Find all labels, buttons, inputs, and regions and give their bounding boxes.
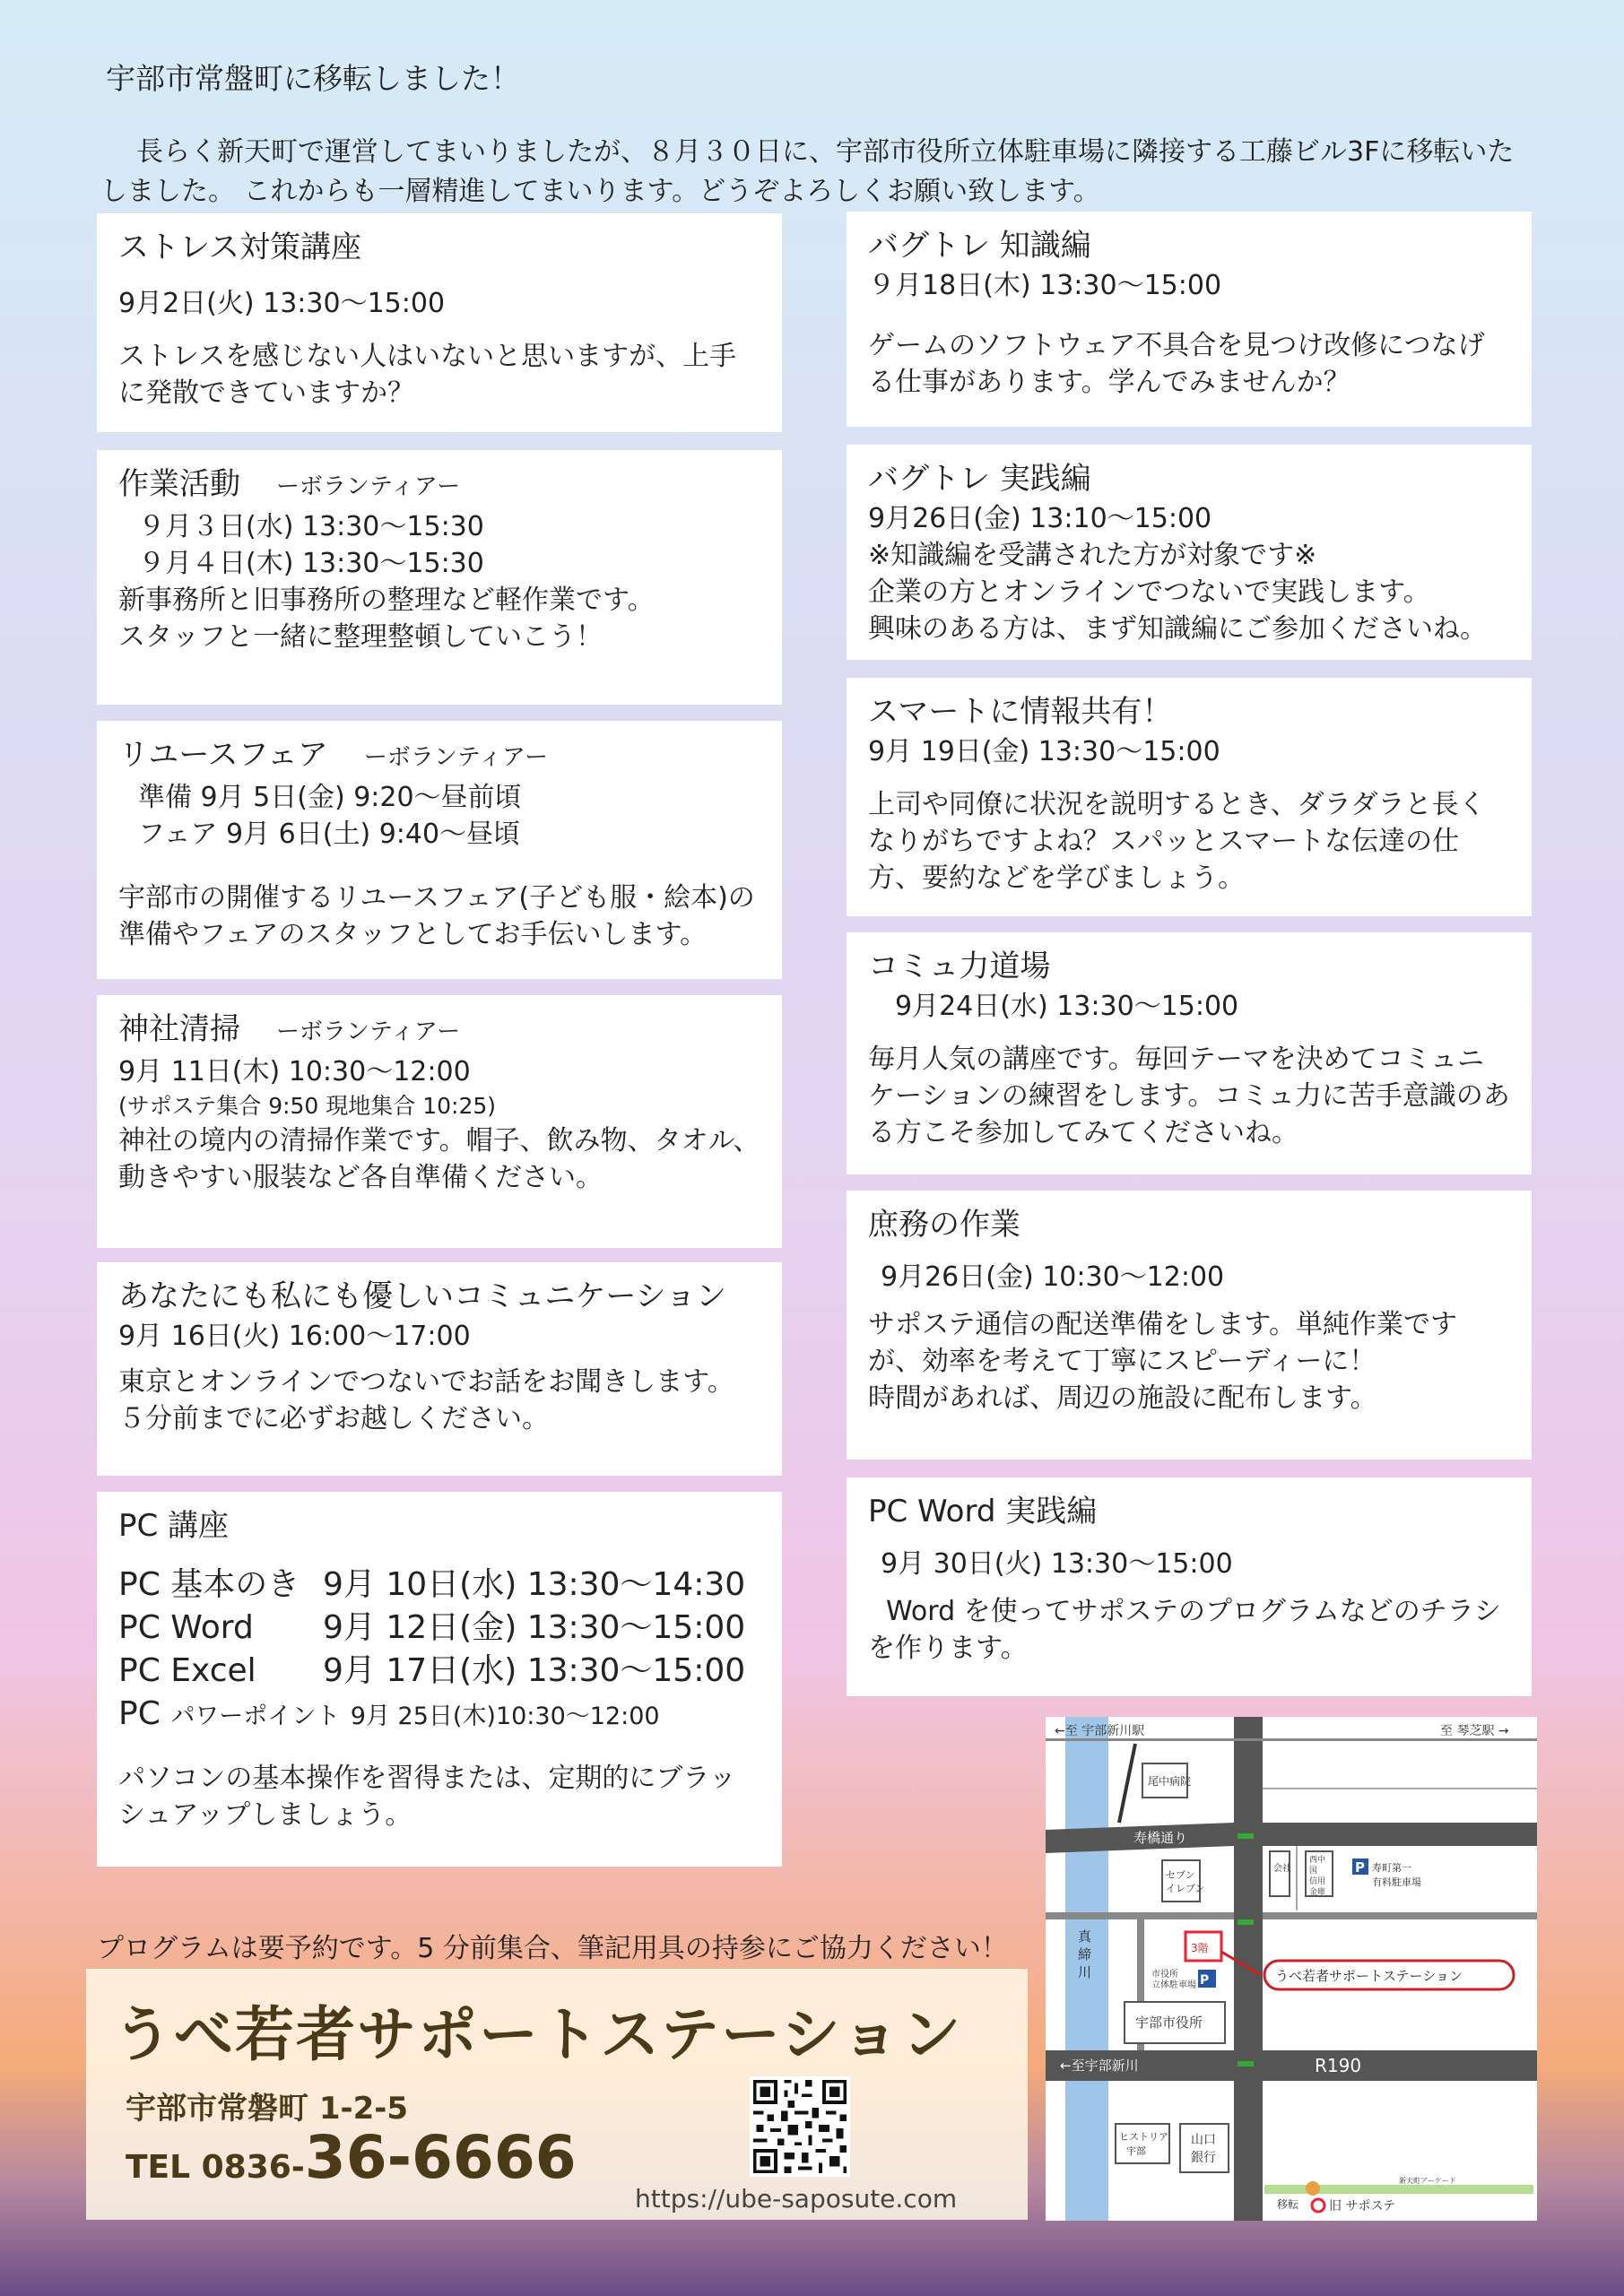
pc-row-name: パワーポイント	[170, 1703, 341, 1730]
map-label-city-parking2: 立体駐車場	[1151, 1980, 1196, 1990]
map-label-top-right: 至 琴芝駅 →	[1440, 1724, 1509, 1738]
event-title: あなたにも私にも優しいコミュニケーション	[118, 1278, 726, 1314]
event-desc: 興味のある方は、まず知識編にご参加くださいね。	[868, 613, 1487, 645]
map-label-kaisha: 会社	[1273, 1864, 1291, 1874]
map-label-parking1: 寿町第一	[1372, 1862, 1411, 1874]
qr-code-icon[interactable]	[750, 2076, 850, 2177]
pc-row-name: PC 基本のき	[118, 1566, 300, 1603]
event-title: バグトレ 知識編	[868, 228, 1091, 264]
event-title: バグトレ 実践編	[868, 461, 1091, 497]
event-date: 準備 9月 5日(金) 9:20～昼前頃	[138, 782, 522, 813]
event-dojo	[847, 932, 1532, 1174]
pc-row	[118, 1607, 760, 1650]
pc-row-date: 9月 25日(木)10:30～12:00	[350, 1703, 660, 1730]
map-label-bank1: 山口	[1191, 2133, 1216, 2147]
event-date: 9月26日(金) 10:30～12:00	[881, 1261, 1225, 1293]
event-title: コミュ力道場	[868, 949, 1051, 984]
map-label-road-left: ←至宇部新川	[1060, 2058, 1139, 2074]
org-tel	[126, 2123, 577, 2192]
event-title: 神社清掃	[118, 1011, 240, 1047]
page-header: 宇部市常盤町に移転しました！	[106, 61, 520, 96]
event-desc: 上司や同僚に状況を説明するとき、ダラダラと長くなりがちですよね？スパッとスマートな伝達の仕方、要約などを学びましょう。	[868, 789, 1486, 894]
map-label-seibu4: 金庫	[1309, 1888, 1326, 1897]
event-date: 9月24日(水) 13:30～15:00	[895, 991, 1239, 1022]
event-date: ９月４日(木) 13:30～15:30	[138, 548, 484, 579]
event-desc: スタッフと一緒に整理整頓していこう！	[118, 621, 603, 653]
organization-block	[86, 1969, 1028, 2220]
event-title: スマートに情報共有！	[868, 694, 1173, 730]
pc-row-prefix: PC	[118, 1695, 161, 1732]
event-note: (サポステ集合 9:50 現地集合 10:25)	[118, 1093, 497, 1119]
event-desc: パソコンの基本操作を習得または、定期的にブラッシュアップしましょう。	[118, 1763, 736, 1831]
pc-row	[118, 1693, 760, 1738]
event-desc: サポステ通信の配送準備をします。単純作業ですが、効率を考えて丁寧にスピーディーに！	[868, 1309, 1457, 1377]
map-label-city-hall: 宇部市役所	[1135, 2014, 1203, 2031]
map-label-hospital: 尾中病院	[1148, 1775, 1192, 1788]
event-shrine	[97, 995, 782, 1248]
event-desc: ５分前までに必ずお越しください。	[118, 1403, 549, 1434]
event-desc: Word を使ってサポステのプログラムなどのチラシを作ります。	[868, 1596, 1501, 1664]
map-label-parking2: 有料駐車場	[1372, 1876, 1421, 1888]
event-date: 9月26日(金) 13:10～15:00	[868, 503, 1212, 534]
map-label-moved: 移転	[1277, 2198, 1299, 2211]
map-label-seibu2: 国	[1309, 1867, 1318, 1876]
access-map	[1046, 1717, 1537, 2221]
event-desc: 毎月人気の講座です。毎回テーマを決めてコミュニケーションの練習をします。コミュ力に苦手意識のある方こそ参加してみてくださいね。	[868, 1044, 1510, 1148]
event-note: ※知識編を受講された方が対象です※	[868, 540, 1317, 571]
event-desc: ゲームのソフトウェア不具合を見つけ改修につなげる仕事があります。学んでみませんか？	[868, 330, 1485, 398]
intro-text: 長らく新天町で運営してまいりましたが、８月３０日に、宇部市役所立体駐車場に隣接する工藤ビル3Fに移転いたしました。 これからも一層精進してまいります。どうぞよろしくお願い致します。	[100, 136, 1515, 207]
pc-row-date: 9月 12日(金) 13:30～15:00	[323, 1609, 746, 1646]
volunteer-tag: ーボランティアー	[276, 473, 461, 500]
event-date: 9月 19日(金) 13:30～15:00	[868, 736, 1220, 767]
map-label-bank2: 銀行	[1191, 2151, 1216, 2165]
event-bug-knowledge	[847, 212, 1532, 427]
event-title: 作業活動	[118, 466, 240, 502]
map-label-kotobuki: 寿橋通り	[1133, 1830, 1188, 1846]
event-reuse	[97, 721, 782, 979]
event-date: ９月３日(水) 13:30～15:30	[138, 511, 484, 542]
event-word-practice	[847, 1477, 1532, 1696]
event-pc	[97, 1492, 782, 1867]
map-label-river3: 川	[1078, 1964, 1092, 1980]
event-bug-practice	[847, 445, 1532, 660]
event-date: 9月 11日(木) 10:30～12:00	[118, 1056, 471, 1087]
map-label-river1: 真	[1078, 1928, 1092, 1945]
map-label-top-left: ←至 宇部新川駅	[1055, 1724, 1145, 1738]
event-work	[97, 450, 782, 705]
pc-row	[118, 1564, 760, 1607]
event-desc: 企業の方とオンラインでつないで実践します。	[868, 576, 1430, 608]
pc-row-name: PC Excel	[118, 1652, 256, 1689]
pc-row-date: 9月 10日(水) 13:30～14:30	[323, 1566, 746, 1603]
map-label-seibu1: 西中	[1309, 1856, 1326, 1865]
event-title: 庶務の作業	[868, 1207, 1020, 1243]
map-label-station: うべ若者サポートステーション	[1275, 1968, 1463, 1984]
website-url[interactable]: https://ube-saposute.com	[635, 2184, 958, 2214]
pc-row-name: PC Word	[118, 1609, 254, 1646]
map-label-hist2: 宇部	[1126, 2145, 1146, 2157]
event-shomu	[847, 1191, 1532, 1460]
event-desc: ストレスを感じない人はいないと思いますが、上手に発散できていますか？	[118, 341, 737, 409]
volunteer-tag: ーボランティアー	[276, 1018, 461, 1045]
event-desc: 東京とオンラインでつないでお話をお聞きします。	[118, 1366, 734, 1398]
map-label-old: 旧 サポステ	[1329, 2199, 1396, 2214]
map-label-floor: 3階	[1191, 1942, 1209, 1954]
tel-number: 36-6666	[304, 2123, 577, 2192]
map-label-seven: セブン	[1166, 1869, 1195, 1881]
event-desc: 神社の境内の清掃作業です。帽子、飲み物、タオル、動きやすい服装など各自準備ください。	[118, 1125, 760, 1193]
volunteer-tag: ーボランティアー	[363, 744, 549, 771]
event-desc: 時間があれば、周辺の施設に配布します。	[868, 1382, 1377, 1414]
map-label-river2: 締	[1078, 1946, 1092, 1962]
parking-icon: P	[1355, 1859, 1365, 1876]
event-title: リユースフェア	[118, 737, 328, 773]
event-date: 9月2日(火) 13:30～15:00	[118, 288, 446, 319]
event-title: PC Word 実践編	[868, 1494, 1098, 1529]
pc-row-date: 9月 17日(水) 13:30～15:00	[323, 1652, 746, 1689]
event-title: PC 講座	[118, 1508, 230, 1544]
pc-row	[118, 1650, 760, 1693]
event-stress	[97, 213, 782, 432]
parking-icon: P	[1200, 1973, 1210, 1988]
reservation-notice: プログラムは要予約です。5 分前集合、筆記用具の持参にご協力ください！	[97, 1933, 1008, 1964]
event-smart	[847, 678, 1532, 916]
event-title: ストレス対策講座	[118, 230, 361, 265]
map-label-hist1: ヒストリア	[1119, 2131, 1168, 2143]
event-communication	[97, 1262, 782, 1476]
map-label-arcade: 新天町アーケード	[1399, 2177, 1456, 2185]
map-label-seven2: イレブン	[1166, 1883, 1205, 1894]
tel-prefix: TEL 0836-	[126, 2149, 305, 2186]
map-label-r190: R190	[1315, 2055, 1362, 2076]
event-desc: 新事務所と旧事務所の整理など軽作業です。	[118, 585, 655, 616]
event-date: ９月18日(木) 13:30～15:00	[868, 270, 1222, 301]
event-date: 9月 30日(火) 13:30～15:00	[881, 1548, 1233, 1580]
org-name: うべ若者サポートステーション	[113, 2000, 963, 2069]
event-date: 9月 16日(火) 16:00～17:00	[118, 1321, 471, 1352]
map-label-city-parking1: 市役所	[1151, 1970, 1178, 1980]
map-label-seibu3: 信用	[1309, 1877, 1326, 1886]
event-desc: 宇部市の開催するリユースフェア(子ども服・絵本)の準備やフェアのスタッフとしてお手伝いします。	[118, 882, 755, 950]
pc-rows	[118, 1564, 760, 1693]
org-address: 宇部市常磐町 1-2-5	[126, 2091, 409, 2127]
event-date: フェア 9月 6日(土) 9:40～昼頃	[138, 819, 521, 850]
